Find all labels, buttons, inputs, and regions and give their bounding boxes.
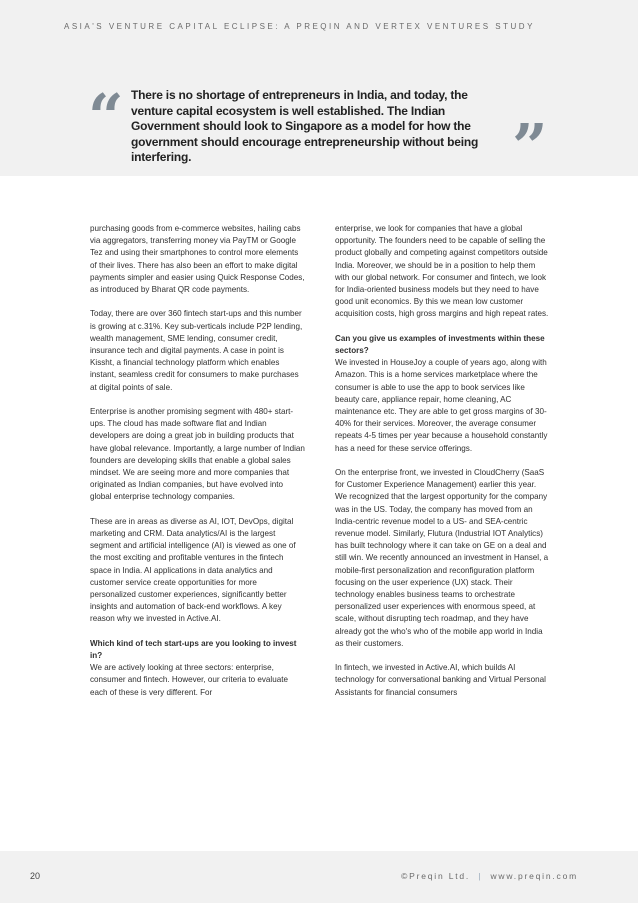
brand-name: ©Preqin Ltd. xyxy=(401,871,471,881)
paragraph: purchasing goods from e-commerce websites, hailing cabs via aggregators, transferring money via PayTM or Google Tez and using their smartphones to control more elements of their lives. There has also been an effort to make digital payments simpler and easier using Quick Response Codes, as introduced by Bharat QR code payments. xyxy=(90,224,305,295)
header-band xyxy=(0,0,638,183)
pull-quote: There is no shortage of entrepreneurs in India, and today, the venture capital ecosystem is well established. The Indian Government should look to Singapore as a model for how the government should encourage entrepreneurship without being interfering. xyxy=(131,88,479,164)
paragraph: We invested in HouseJoy a couple of years ago, along with Amazon. This is a home services marketplace where the consumer is able to use the app to book services like beauty care, appliance repair, home cleaning, AC maintenance etc. They are able to get gross margins of 30-40% for their services. Moreover, the average consumer repeats 4-5 times per year because a household constantly has a need for these service offerings. xyxy=(335,358,548,453)
footer-separator: | xyxy=(478,871,483,881)
paragraph: Enterprise is another promising segment with 480+ start-ups. The cloud has made software flat and Indian developers are doing a great job in building products that have global relevance. Importantly, a large number of Indian founders are developing skills that enable a global sales mindset. We are seeing more and more companies that originated as Indian companies, but have evolved into global enterprise technology companies. xyxy=(90,407,305,502)
footer-band xyxy=(0,851,638,903)
left-column xyxy=(90,223,305,711)
interview-question: Which kind of tech start-ups are you looking to invest in? xyxy=(90,638,297,661)
right-column xyxy=(335,223,550,711)
running-head: ASIA'S VENTURE CAPITAL ECLIPSE: A PREQIN AND VERTEX VENTURES STUDY xyxy=(64,22,535,31)
paragraph: On the enterprise front, we invested in CloudCherry (SaaS for Customer Experience Management) earlier this year. We recognized that the largest opportunity for the company was in the US. Today, the company has moved from an India-centric revenue model to a US- and SEA-centric revenue model. Similarly, Flutura (Industrial IOT Analytics) has built technology where it can take on GE on a deal and still win. We recently announced an investment in Hansel, a mobile-first personalization and reconfiguration platform focusing on the user experience (UX) stack. Their technology enables business teams to orchestrate personalized user experiences with enormous speed, at scale, without disrupting tech roadmap, and they have already got the who's who of the mobile app world in India as their customers. xyxy=(335,468,549,648)
paragraph: Today, there are over 360 fintech start-ups and this number is growing at c.31%. Key sub-verticals include P2P lending, wealth management, SME lending, consumer credit, insurance tech and digital payments. A case in point is Kissht, a financial technology platform which enables instant, seamless credit for consumers to make purchases at digital points of sale. xyxy=(90,309,303,392)
website-link[interactable]: www.preqin.com xyxy=(490,871,578,881)
footer-credit xyxy=(401,871,578,881)
close-quote-mark-icon: ” xyxy=(512,110,548,183)
paragraph: In fintech, we invested in Active.AI, which builds AI technology for conversational banking and Virtual Personal Assistants for financial consumers xyxy=(335,663,546,697)
paragraph: We are actively looking at three sectors: enterprise, consumer and fintech. However, our criteria to evaluate each of these is very different. For xyxy=(90,663,288,697)
paragraph: enterprise, we look for companies that have a global opportunity. The founders need to be capable of selling the product globally and competing against competitors outside India. Moreover, we should be in a position to help them with our global network. For consumer and fintech, we look for India-oriented business models but they need to have good unit economics. By this we mean low customer acquisition costs, high gross margins and high repeat rates. xyxy=(335,224,549,319)
page-number: 20 xyxy=(30,871,41,881)
paragraph: These are in areas as diverse as AI, IOT, DevOps, digital marketing and CRM. Data analytics/AI is the largest segment and artificial intelligence (AI) is viewed as one of the most exciting and profitable ventures in the fintech space in India. AI applications in data analytics and customer service create opportunities for more personalized customer experiences, significantly better insights and automation of back-end workflows. A key reason why we invested in Active.AI. xyxy=(90,516,296,624)
interview-question: Can you give us examples of investments within these sectors? xyxy=(335,333,545,356)
open-quote-mark-icon: “ xyxy=(88,80,124,153)
